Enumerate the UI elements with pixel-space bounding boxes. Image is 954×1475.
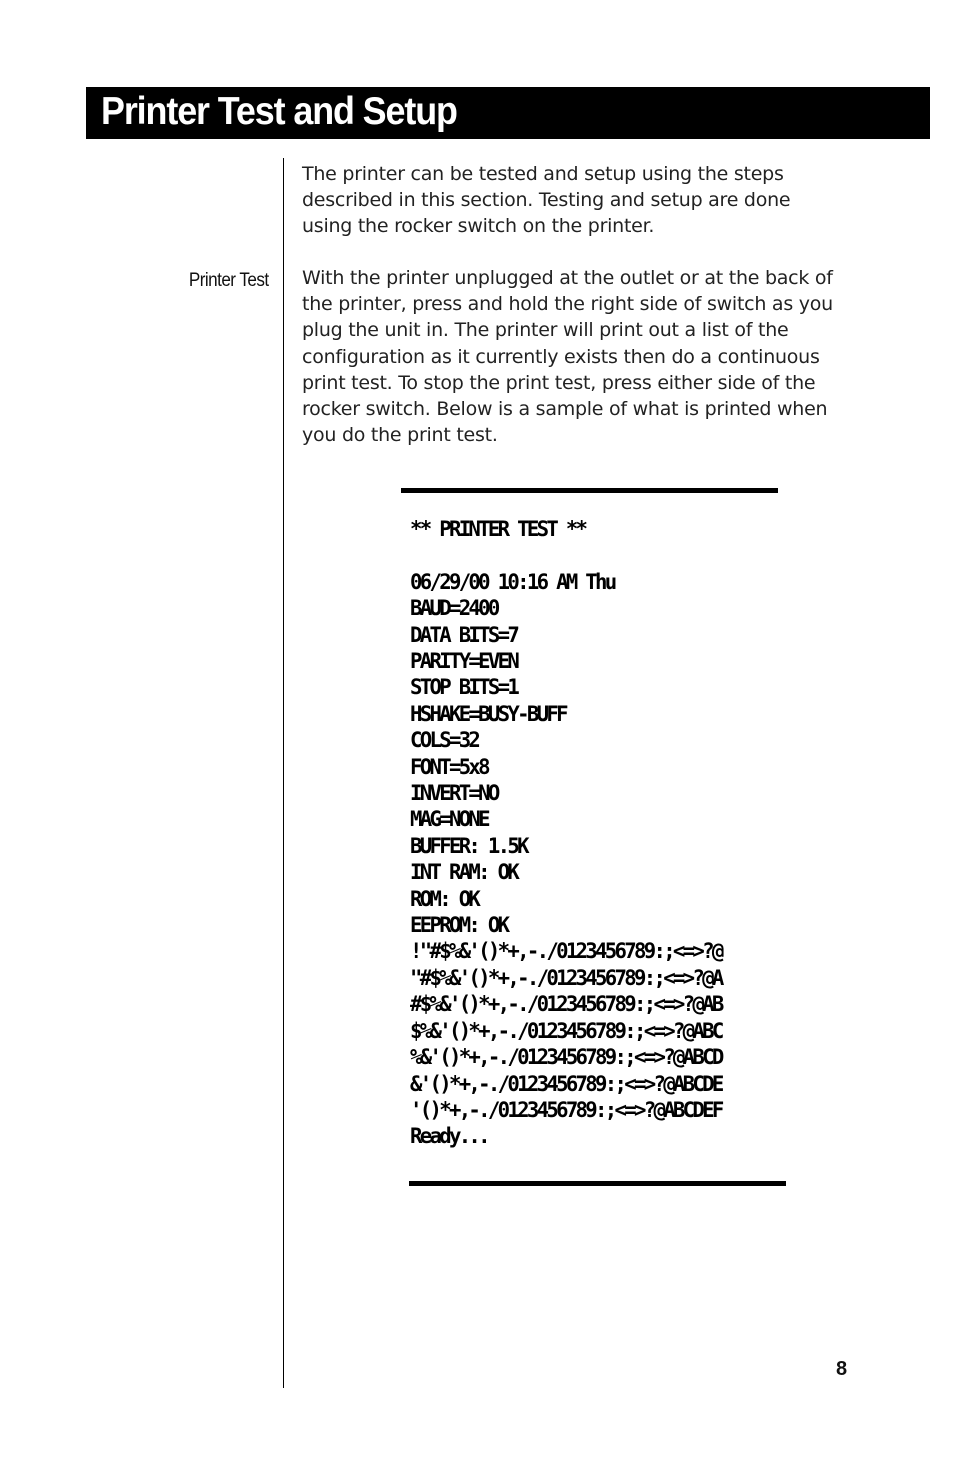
printout-line: &'()*+,-./0123456789:;<=>?@ABCDE bbox=[410, 1071, 722, 1097]
printout-line: HSHAKE=BUSY-BUFF bbox=[410, 701, 566, 727]
printout-top-rule bbox=[401, 488, 778, 493]
printout-line: INT RAM: OK bbox=[410, 860, 518, 886]
intro-paragraph bbox=[302, 161, 872, 240]
printout-line: '()*+,-./0123456789:;<=>?@ABCDEF bbox=[410, 1097, 722, 1123]
printout-line: STOP BITS=1 bbox=[410, 675, 518, 701]
printout-line: "#$%&'()*+,-./0123456789:;<=>?@A bbox=[410, 965, 722, 991]
printout-line: $%&'()*+,-./0123456789:;<=>?@ABC bbox=[410, 1018, 722, 1044]
column-divider bbox=[283, 158, 284, 1388]
printout-line: %&'()*+,-./0123456789:;<=>?@ABCD bbox=[410, 1045, 722, 1071]
page-number: 8 bbox=[836, 1358, 848, 1380]
printout-line: #$%&'()*+,-./0123456789:;<=>?@AB bbox=[410, 992, 722, 1018]
printout-bottom-rule bbox=[409, 1181, 786, 1186]
printout-line: 06/29/00 10:16 AM Thu bbox=[410, 569, 615, 595]
printout-line: FONT=5x8 bbox=[410, 754, 488, 780]
printout-line: INVERT=NO bbox=[410, 781, 498, 807]
printout-line: BAUD=2400 bbox=[410, 596, 498, 622]
title-bar bbox=[86, 87, 930, 139]
text-line: you do the print test. bbox=[302, 424, 498, 447]
printout-line: MAG=NONE bbox=[410, 807, 488, 833]
text-line: the printer, press and hold the right side of switch as you bbox=[302, 293, 833, 316]
text-line: The printer can be tested and setup using the steps bbox=[302, 163, 784, 185]
printout-line: Ready... bbox=[410, 1124, 488, 1150]
printer-test-printout bbox=[410, 517, 722, 1151]
printout-line: PARITY=EVEN bbox=[410, 649, 518, 675]
printer-test-paragraph bbox=[302, 265, 872, 448]
text-line: using the rocker switch on the printer. bbox=[302, 215, 655, 238]
printout-line: !"#$%&'()*+,-./0123456789:;<=>?@ bbox=[410, 939, 722, 965]
printout-line: BUFFER: 1.5K bbox=[410, 833, 527, 859]
printout-line: ** PRINTER TEST ** bbox=[410, 517, 586, 542]
text-line: plug the unit in. The printer will print out a list of the bbox=[302, 319, 789, 342]
page-title: Printer Test and Setup bbox=[101, 90, 457, 133]
text-line: print test. To stop the print test, press either side of the bbox=[302, 371, 816, 394]
printout-line: DATA BITS=7 bbox=[410, 622, 518, 648]
text-line: rocker switch. Below is a sample of what is printed when bbox=[302, 398, 828, 421]
text-line: described in this section. Testing and setup are done bbox=[302, 189, 791, 212]
printout-line: EEPROM: OK bbox=[410, 913, 508, 939]
section-label-printer-test: Printer Test bbox=[189, 270, 269, 291]
text-line: With the printer unplugged at the outlet or at the back of bbox=[302, 267, 833, 289]
printout-line: ROM: OK bbox=[410, 886, 479, 912]
text-line: configuration as it currently exists then do a continuous bbox=[302, 345, 820, 368]
printout-line: COLS=32 bbox=[410, 728, 479, 754]
printout-line bbox=[410, 543, 722, 569]
